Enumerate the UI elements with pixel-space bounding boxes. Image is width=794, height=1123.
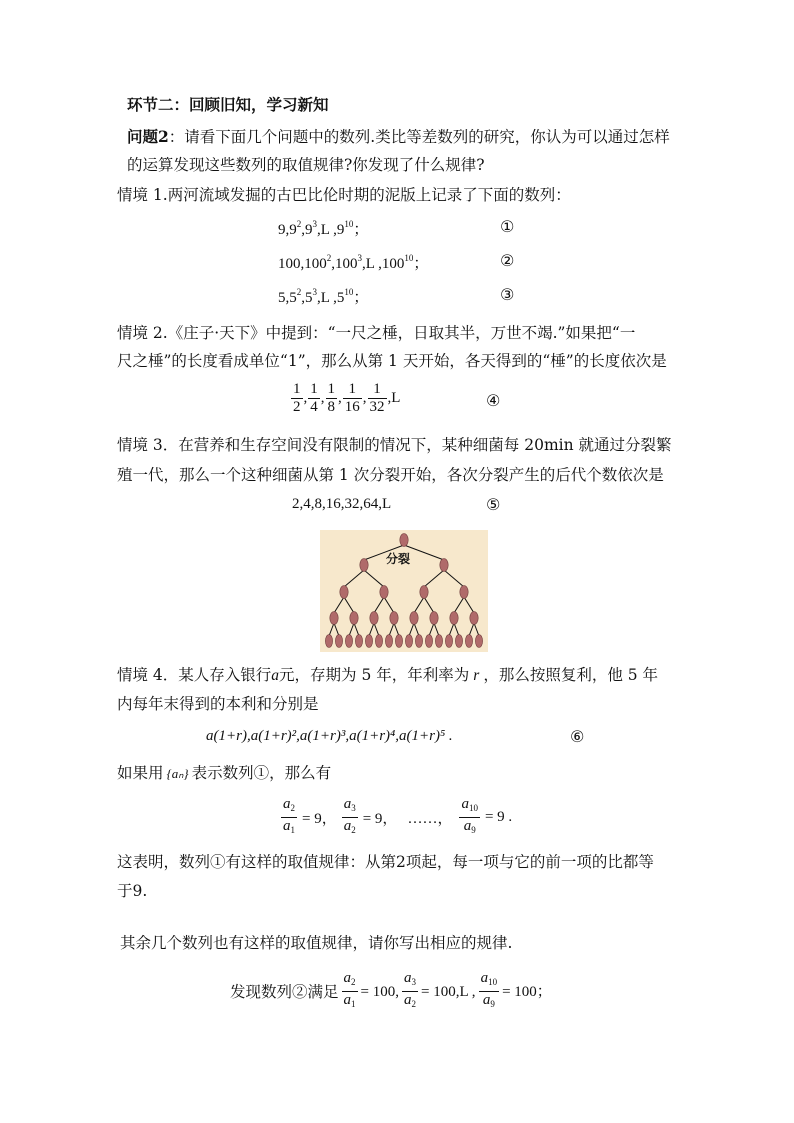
bacterium-cell: [420, 586, 428, 599]
bacterium-cell: [325, 635, 332, 648]
bacterium-cell: [395, 635, 402, 648]
analysis-intro: 如果用 {aₙ} 表示数列①，那么有: [117, 764, 332, 782]
marker-1: ①: [500, 217, 515, 236]
scenario2-line-2: 尺之棰”的长度看成单位“1”，那么从第 1 天开始，各天得到的“棰”的长度依次是: [117, 352, 667, 370]
bacterium-cell: [455, 635, 462, 648]
bacterium-cell: [385, 635, 392, 648]
problem-label: 问题2: [127, 127, 169, 146]
scenario3-line-2: 殖一代，那么一个这种细菌从第 1 次分裂开始，各次分裂产生的后代个数依次是: [117, 466, 664, 484]
sequence-3: $5,5^2,5^3,L$ $,5^{10}$；: [278, 287, 369, 306]
rest-sequences-line: 其余几个数列也有这样的取值规律，请你写出相应的规律.: [120, 934, 513, 952]
sequence-2: 100,100$^2$,100$^3$,L ,100$^{10}$；: [278, 253, 429, 272]
fraction-4: $\frac{1}{16}$: [344, 381, 360, 415]
compound-formula: a(1+r),a(1+r)²,a(1+r)³,a(1+r)⁴,a(1+r)⁵ .: [206, 728, 453, 744]
bacterium-cell: [380, 586, 388, 599]
bacterium-cell: [445, 635, 452, 648]
bacteria-division-diagram: [320, 530, 488, 652]
scenario2-line-1: 情境 2.《庄子·天下》中提到：“一尺之棰，日取其半，万世不竭.”如果把“一: [117, 324, 636, 342]
conclusion-line-1: 这表明，数列①有这样的取值规律：从第2项起，每一项与它的前一项的比都等: [117, 853, 654, 871]
bacterium-cell: [450, 612, 458, 625]
bacterium-cell: [375, 635, 382, 648]
marker-3: ③: [500, 285, 515, 304]
fraction-2: $\frac{1}{4}$: [310, 381, 318, 415]
bacterium-cell: [345, 635, 352, 648]
bacterium-cell: [370, 612, 378, 625]
fraction-1: $\frac{1}{2}$: [293, 381, 301, 415]
conclusion-line-2: 于9.: [117, 882, 148, 900]
bacterium-cell: [355, 635, 362, 648]
section-heading: 环节二：回顾旧知，学习新知: [127, 95, 329, 114]
scenario1-intro: 情境 1.两河流域发掘的古巴比伦时期的泥版上记录了下面的数列：: [117, 186, 571, 204]
bacterium-cell: [460, 586, 468, 599]
scenario3-line-1: 情境 3．在营养和生存空间没有限制的情况下，某种细菌每 20min 就通过分裂繁: [117, 436, 672, 454]
marker-6: ⑥: [570, 727, 585, 746]
bacterium-cell: [415, 635, 422, 648]
problem-text-1: ：请看下面几个问题中的数列.类比等差数列的研究，你认为可以通过怎样: [168, 128, 670, 146]
marker-2: ②: [500, 251, 515, 270]
sequence-5: 2,4,8,16,32,64,L: [292, 496, 392, 512]
bacterium-cell: [365, 635, 372, 648]
bacterium-cell: [340, 586, 348, 599]
sequence-1: $9,9^2,9^3,L$ $,9^{10}$；: [278, 219, 369, 238]
bacterium-cell: [435, 635, 442, 648]
bacterium-cell: [470, 612, 478, 625]
marker-5: ⑤: [486, 495, 501, 514]
bacterium-cell: [405, 635, 412, 648]
bacterium-cell: [475, 635, 482, 648]
bacterium-cell: [335, 635, 342, 648]
marker-4: ④: [486, 391, 501, 410]
bacterium-cell: [390, 612, 398, 625]
bacterium-cell: [425, 635, 432, 648]
bacterium-cell: [410, 612, 418, 625]
problem-line-2: 的运算发现这些数列的取值规律?你发现了什么规律?: [127, 156, 485, 174]
bacterium-cell: [465, 635, 472, 648]
found-line: 发现数列②满足 $\frac{a_2}{a_1}$ = 100, $\frac{a_3}{a_2}$ = 100,L , $\frac{a_{10}}{a_9}$ = 100；: [230, 970, 552, 1009]
fraction-sequence: $\frac{1}{2}$ , $\frac{1}{4}$ , $\frac{1}{8}$ , $\frac{1}{16}$ , $\frac{1}{32}$ ,L: [293, 381, 401, 415]
scenario4-line-1: 情境 4．某人存入银行a元，存期为 5 年，年利率为 r ，那么按照复利，他 5 年: [117, 666, 659, 684]
scenario4-line-2: 内每年末得到的本利和分别是: [117, 695, 319, 713]
diagram-label: 分裂: [385, 552, 411, 566]
fraction-5: $\frac{1}{32}$: [369, 381, 385, 415]
problem-line-1: [127, 126, 670, 148]
bacterium-cell: [330, 612, 338, 625]
bacterium-cell: [430, 612, 438, 625]
fraction-3: $\frac{1}{8}$: [327, 381, 335, 415]
bacterium-cell: [360, 559, 368, 572]
bacterium-cell: [350, 612, 358, 625]
ratio-line: $\frac{a_2}{a_1}$ = 9， $\frac{a_3}{a_2}$ = 9， ……， $\frac{a_{10}}{a_9}$ = 9 .: [283, 796, 513, 835]
bacterium-cell: [400, 534, 408, 547]
bacterium-cell: [440, 559, 448, 572]
